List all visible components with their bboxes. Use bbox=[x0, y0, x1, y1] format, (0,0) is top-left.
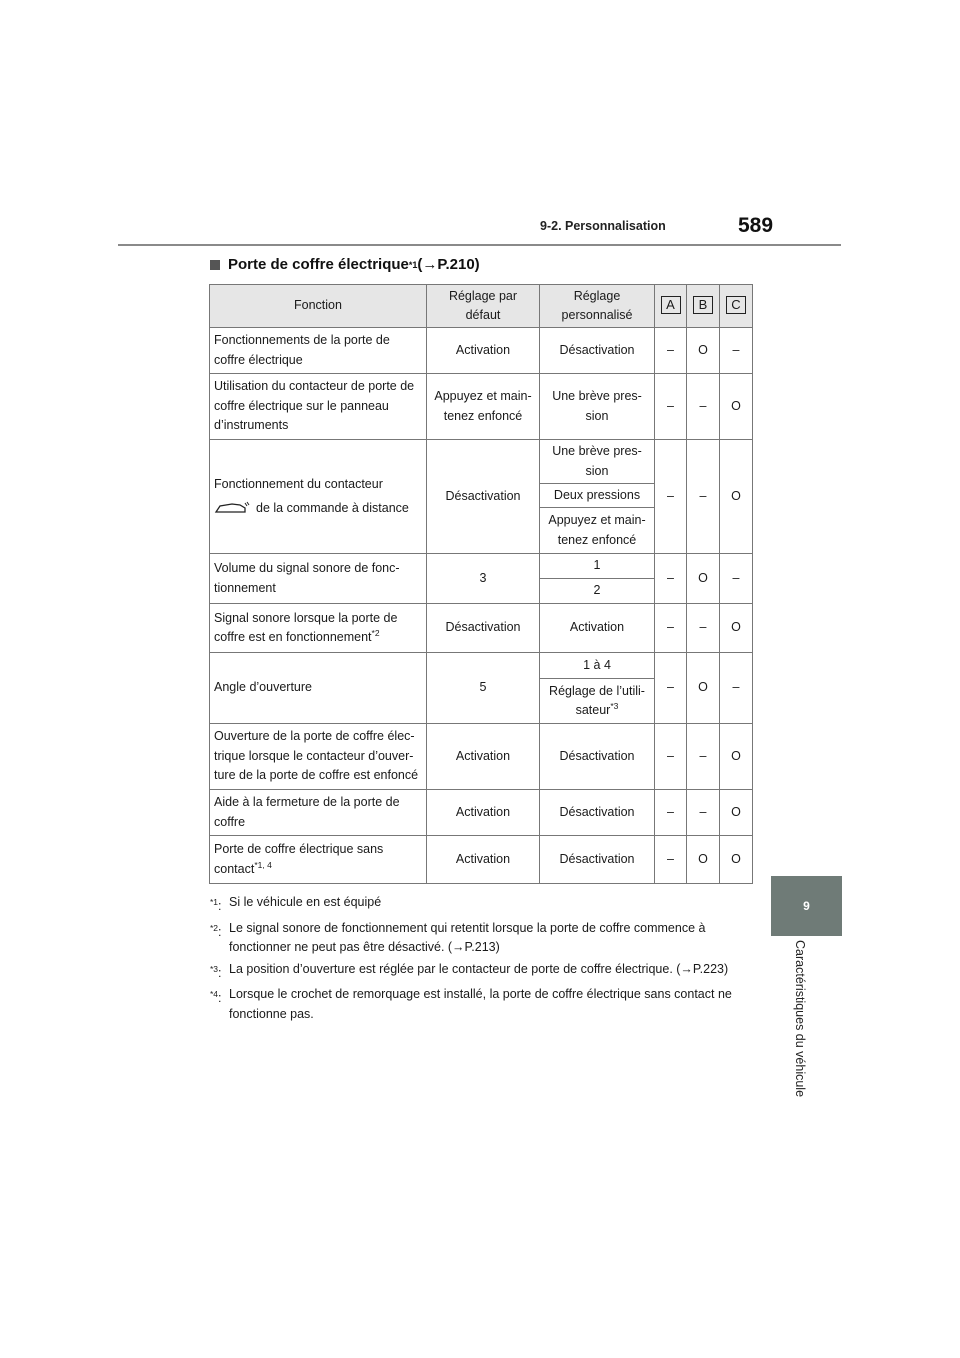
row-custom: Activation bbox=[540, 604, 655, 653]
chapter-label: Caractéristiques du véhicule bbox=[793, 940, 807, 1098]
footnote-mark-text: *2 bbox=[210, 922, 219, 933]
row-a: – bbox=[655, 724, 687, 790]
row-c: O bbox=[720, 790, 753, 836]
row-c: O bbox=[720, 440, 753, 554]
table-row bbox=[210, 724, 753, 790]
row-custom-option: Deux pressions bbox=[540, 484, 655, 508]
footnote-item bbox=[210, 985, 755, 1024]
chapter-number: 9 bbox=[803, 899, 810, 913]
footnote-mark-text: *4 bbox=[210, 989, 219, 1000]
header-col-a bbox=[655, 285, 687, 328]
footnote-mark: $^{*4}$: bbox=[210, 989, 222, 1006]
row-custom-option: Appuyez et main-tenez enfoncé bbox=[540, 508, 655, 554]
row-custom: Désactivation bbox=[540, 790, 655, 836]
row-b: O bbox=[687, 836, 720, 884]
row-function-footnote: *1, 4 bbox=[254, 859, 272, 870]
row-c: O bbox=[720, 836, 753, 884]
header-function: Fonction bbox=[210, 285, 427, 328]
row-function: Ouverture de la porte de coffre élec-trique lorsque le contacteur d’ouver-ture de la porte de coffre est enfoncé bbox=[210, 724, 427, 790]
row-function: Aide à la fermeture de la porte de coffre bbox=[210, 790, 427, 836]
row-custom-footnote: *3 bbox=[610, 700, 619, 711]
table-row bbox=[210, 374, 753, 440]
row-a: – bbox=[655, 836, 687, 884]
footnote-mark-text: *1 bbox=[210, 897, 219, 907]
footnote-text: La position d’ouverture est réglée par le contacteur de porte de coffre électrique. (→P.223) bbox=[229, 961, 729, 976]
row-custom: Une brève pres-sion bbox=[540, 374, 655, 440]
row-function bbox=[210, 440, 427, 554]
table-row bbox=[210, 604, 753, 653]
row-function: Volume du signal sonore de fonc-tionnement bbox=[210, 554, 427, 604]
row-a: – bbox=[655, 328, 687, 374]
square-bullet-icon bbox=[210, 260, 220, 270]
row-custom-text: Réglage de l’utili-sateur bbox=[549, 683, 645, 717]
col-c-key: C bbox=[726, 296, 746, 314]
table-header-row bbox=[210, 285, 753, 328]
row-default: Appuyez et main-tenez enfoncé bbox=[427, 374, 540, 440]
row-a: – bbox=[655, 554, 687, 604]
header-col-b bbox=[687, 285, 720, 328]
table-row bbox=[210, 554, 753, 579]
row-function bbox=[210, 836, 427, 884]
row-default: Activation bbox=[427, 836, 540, 884]
row-default: Activation bbox=[427, 328, 540, 374]
row-b: O bbox=[687, 653, 720, 724]
row-function bbox=[210, 604, 427, 653]
table-row bbox=[210, 653, 753, 679]
footnote-item bbox=[210, 919, 755, 958]
page-number: 589 bbox=[738, 214, 774, 237]
row-default: Activation bbox=[427, 790, 540, 836]
footnote-mark: $^{*1}$: bbox=[210, 897, 222, 914]
settings-table bbox=[209, 284, 753, 884]
row-function: Angle d’ouverture bbox=[210, 653, 427, 724]
row-custom: Désactivation bbox=[540, 724, 655, 790]
row-custom-option: 2 bbox=[540, 579, 655, 604]
row-custom: Désactivation bbox=[540, 836, 655, 884]
table-row bbox=[210, 836, 753, 884]
row-function: Fonctionnements de la porte de coffre électrique bbox=[210, 328, 427, 374]
row-function-text: Signal sonore lorsque la porte de coffre est en fonctionnement bbox=[214, 610, 398, 644]
row-b: – bbox=[687, 440, 720, 554]
footnote-text: Lorsque le crochet de remorquage est installé, la porte de coffre électrique sans contact ne fonctionne pas. bbox=[229, 987, 732, 1021]
footnote-mark-text: *3 bbox=[210, 963, 219, 974]
col-b-key: B bbox=[693, 296, 713, 314]
row-custom-option: 1 à 4 bbox=[540, 653, 655, 679]
header-custom: Réglage personnalisé bbox=[540, 285, 655, 328]
row-function-line2: de la commande à distance bbox=[256, 500, 409, 515]
footnote-item bbox=[210, 893, 755, 917]
chapter-tab[interactable] bbox=[771, 876, 842, 936]
heading-page-ref[interactable]: (→P.210) bbox=[417, 256, 480, 273]
row-b: – bbox=[687, 724, 720, 790]
row-default: 3 bbox=[427, 554, 540, 604]
row-c: O bbox=[720, 374, 753, 440]
row-a: – bbox=[655, 604, 687, 653]
row-custom-option: 1 bbox=[540, 554, 655, 579]
row-function-footnote: *2 bbox=[371, 627, 380, 638]
row-custom-option bbox=[540, 679, 655, 724]
row-function: Utilisation du contacteur de porte de coffre électrique sur le panneau d’instruments bbox=[210, 374, 427, 440]
header-divider bbox=[118, 244, 841, 246]
row-b: O bbox=[687, 328, 720, 374]
header-col-c bbox=[720, 285, 753, 328]
row-default: Désactivation bbox=[427, 604, 540, 653]
heading-text: Porte de coffre électrique bbox=[228, 256, 409, 273]
row-a: – bbox=[655, 440, 687, 554]
remote-tailgate-icon bbox=[214, 501, 250, 515]
row-c: O bbox=[720, 724, 753, 790]
row-b: – bbox=[687, 374, 720, 440]
row-default: 5 bbox=[427, 653, 540, 724]
row-b: O bbox=[687, 554, 720, 604]
heading-footnote-ref: *1 bbox=[408, 259, 418, 270]
row-default: Activation bbox=[427, 724, 540, 790]
section-title: 9-2. Personnalisation bbox=[540, 219, 666, 233]
row-custom: Désactivation bbox=[540, 328, 655, 374]
table-row bbox=[210, 440, 753, 484]
header-default: Réglage par défaut bbox=[427, 285, 540, 328]
row-c: – bbox=[720, 653, 753, 724]
row-custom-option: Une brève pres-sion bbox=[540, 440, 655, 484]
footnotes bbox=[210, 893, 755, 1026]
row-function-line1: Fonctionnement du contacteur bbox=[214, 477, 383, 491]
table-row bbox=[210, 790, 753, 836]
row-c: – bbox=[720, 554, 753, 604]
section-heading bbox=[210, 256, 480, 273]
row-c: O bbox=[720, 604, 753, 653]
row-default: Désactivation bbox=[427, 440, 540, 554]
footnote-mark: $^{*3}$: bbox=[210, 963, 222, 980]
row-a: – bbox=[655, 790, 687, 836]
row-b: – bbox=[687, 604, 720, 653]
footnote-text: Si le véhicule en est équipé bbox=[229, 895, 382, 909]
col-a-key: A bbox=[661, 296, 681, 314]
footnote-item bbox=[210, 960, 755, 984]
row-b: – bbox=[687, 790, 720, 836]
row-a: – bbox=[655, 374, 687, 440]
row-a: – bbox=[655, 653, 687, 724]
row-c: – bbox=[720, 328, 753, 374]
table-row bbox=[210, 328, 753, 374]
row-function-text: Porte de coffre électrique sans contact bbox=[214, 842, 384, 876]
footnote-text: Le signal sonore de fonctionnement qui retentit lorsque la porte de coffre commence à fonctionner ne peut pas être désactivé. (→P.213) bbox=[229, 920, 706, 955]
footnote-mark: $^{*2}$: bbox=[210, 922, 222, 939]
